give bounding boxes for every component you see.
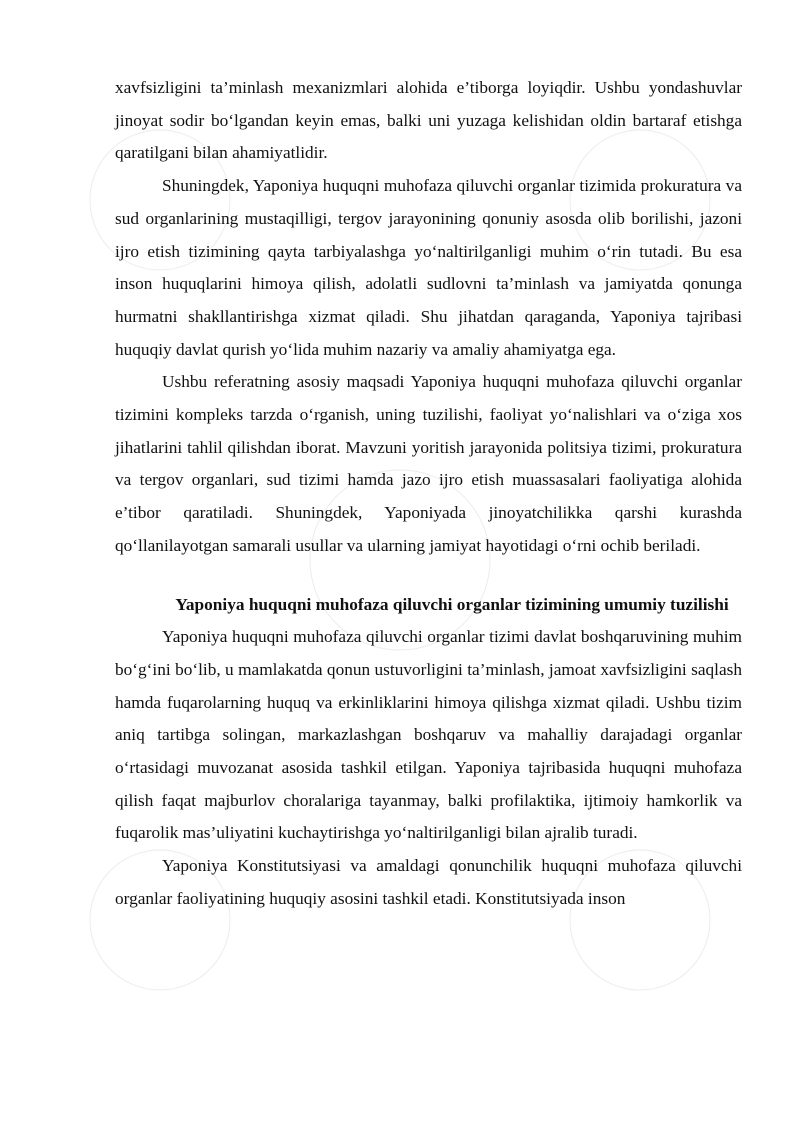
section-heading: Yaponiya huquqni muhofaza qiluvchi organlar tizimining umumiy tuzilishi [175,594,729,614]
paragraph: Ushbu referatning asosiy maqsadi Yaponiya huquqni muhofaza qiluvchi organlar tizimini kompleks tarzda o‘rganish, uning tuzilishi, faoliyat yo‘nalishlari va o‘ziga xos jihatlarini tahlil qilishdan iborat. Mavzuni yoritish jarayonida politsiya tizimi, prokuratura va tergov organlari, sud tizimi hamda jazo ijro etish muassasalari faoliyatiga alohida e’tibor qaratiladi. Shuningdek, Yaponiyada jinoyatchilikka qarshi kurashda qo‘llanilayotgan samarali usullar va ularning jamiyat hayotidagi o‘rni ochib beriladi. [115,372,742,555]
paragraph: Yaponiya huquqni muhofaza qiluvchi organlar tizimi davlat boshqaruvining muhim bo‘g‘ini bo‘lib, u mamlakatda qonun ustuvorligini ta’minlash, jamoat xavfsizligini saqlash hamda fuqarolarning huquq va erkinliklarini himoya qilishga xizmat qiladi. Ushbu tizim aniq tartibga solingan, markazlashgan boshqaruv va mahalliy darajadagi organlar o‘rtasidagi muvozanat asosida tashkil etilgan. Yaponiya tajribasida huquqni muhofaza qilish faqat majburlov choralariga tayanmay, balki profilaktika, ijtimoiy hamkorlik va fuqarolik mas’uliyatini kuchaytirishga yo‘naltirilganligi bilan ajralib turadi. [115,627,742,843]
paragraph: Shuningdek, Yaponiya huquqni muhofaza qiluvchi organlar tizimida prokuratura va sud organlarining mustaqilligi, tergov jarayonining qonuniy asosda olib borilishi, jazoni ijro etish tizimining qayta tarbiyalashga yo‘naltirilganligi muhim o‘rin tutadi. Bu esa inson huquqlarini himoya qilish, adolatli sudlovni ta’minlash va jamiyatda qonunga hurmatni shakllantirishga xizmat qiladi. Shu jihatdan qaraganda, Yaponiya tajribasi huquqiy davlat qurish yo‘lida muhim nazariy va amaliy ahamiyatga ega. [115,176,742,359]
paragraph: Yaponiya Konstitutsiyasi va amaldagi qonunchilik huquqni muhofaza qiluvchi organlar faoliyatining huquqiy asosini tashkil etadi. Konstitutsiyada inson [115,856,742,908]
paragraph-continuation: xavfsizligini ta’minlash mexanizmlari alohida e’tiborga loyiqdir. Ushbu yondashuvlar jinoyat sodir bo‘lgandan keyin emas, balki uni yuzaga kelishidan oldin bartaraf etishga qaratilgani bilan ahamiyatlidir. [115,78,742,163]
document-body [115,72,742,916]
section-spacer [115,563,742,589]
